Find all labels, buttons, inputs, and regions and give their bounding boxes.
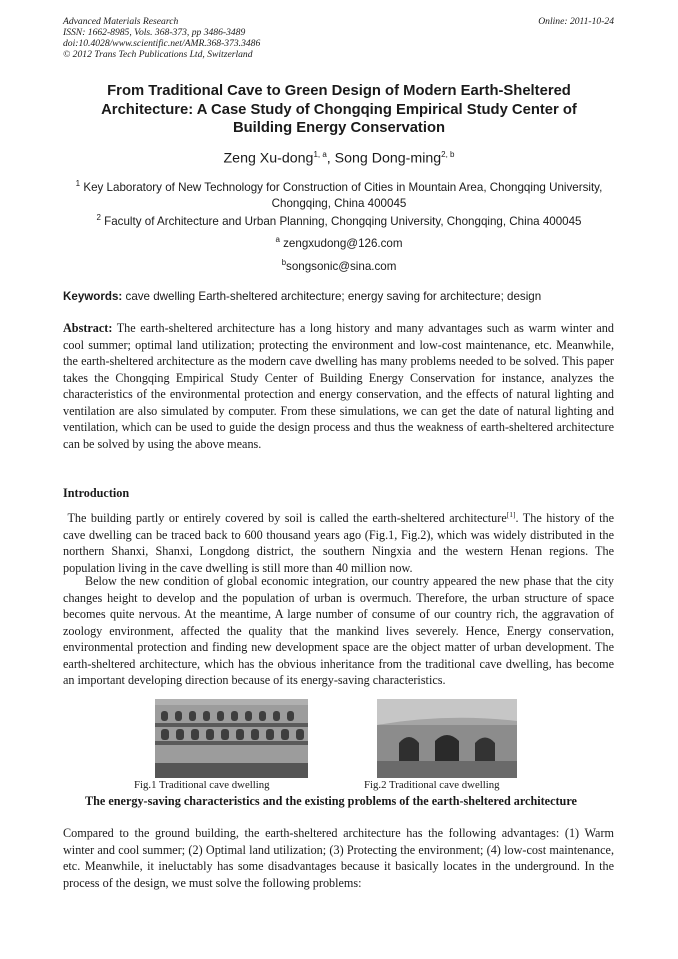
author-name: Song Dong-ming <box>334 150 442 167</box>
affiliation-1 <box>70 176 608 212</box>
affiliation-mark: 1 <box>75 179 81 188</box>
keywords-text: cave dwelling Earth-sheltered architecture; energy saving for architecture; design <box>125 290 542 303</box>
figure-2-caption: Fig.2 Traditional cave dwelling <box>364 779 500 791</box>
keywords <box>63 290 615 303</box>
figure-1-caption: Fig.1 Traditional cave dwelling <box>134 779 270 791</box>
affiliation-mark: 2 <box>96 213 101 222</box>
doi-line[interactable]: doi:10.4028/www.scientific.net/AMR.368-373.3486 <box>63 38 261 49</box>
author-superscript: 1, a <box>313 150 327 159</box>
intro-text: . The history of the cave dwelling can be traced back to 600 thousand years ago (Fig.1, Fig.2), which was widely distributed in the northern Shanxi, Shanxi, Longdong district, the southern Ningxia and the western Henan regions. The population living in the cave dwelling is still more than 40 million now. <box>63 511 615 575</box>
figure-1-image <box>155 699 308 778</box>
abstract <box>63 320 614 452</box>
section-heading-introduction: Introduction <box>63 486 130 500</box>
author-superscript: 2, b <box>441 150 455 159</box>
intro-text: The building partly or entirely covered by soil is called the earth-sheltered architecture <box>67 511 507 526</box>
email-b <box>63 255 615 275</box>
abstract-text: The earth-sheltered architecture has a long history and many advantages such as warm winter and cool summer; optimal land utilization; protecting the environment and low-cost maintenance, etc. Meanwhile, the earth-sheltered architecture as the modern cave dwelling has many problems needed to be solved. This paper takes the Chongqing Empirical Study Center of Building Energy Conservation for instance, analyzes the characteristics of the environmental protection and energy conservation, and the effects of natural lighting and ventilation are also simulated by computer. From these simulations, we can get the date of natural lighting and ventilation, which can be used to guide the design process and thus the weakness of earth-sheltered architecture can be solved by using the above means. <box>63 321 614 451</box>
email-mark: a <box>275 235 280 244</box>
journal-name: Advanced Materials Research <box>63 16 179 27</box>
section-heading-energy-saving: The energy-saving characteristics and the existing problems of the earth-sheltered architecture <box>85 794 577 808</box>
online-date: Online: 2011-10-24 <box>538 16 614 27</box>
section-2-paragraph: Compared to the ground building, the earth-sheltered architecture has the following advantages: (1) Warm winter and cool summer; (2) Optimal land utilization; (3) Protecting the environment; (4) low-cost maintenance, etc. Meanwhile, it ineluctably has some disadvantages because it basically locates in the underground. In the process of the design, we must solve the following problems: <box>63 826 614 890</box>
paper-title: From Traditional Cave to Green Design of Modern Earth-Sheltered Architecture: A Case Study of Chongqing Empirical Study Center of Building Energy Conservation <box>101 83 577 137</box>
abstract-label: Abstract: <box>63 321 113 335</box>
citation-ref[interactable]: [1] <box>506 510 516 519</box>
author-name: Zeng Xu-dong <box>223 150 314 167</box>
keywords-label: Keywords: <box>63 290 123 303</box>
issn-line: ISSN: 1662-8985, Vols. 368-373, pp 3486-3489 <box>63 27 246 38</box>
affiliation-text: Key Laboratory of New Technology for Construction of Cities in Mountain Area, Chongqing University, Chongqing, China 400045 <box>83 180 603 210</box>
affiliation-text: Faculty of Architecture and Urban Planning, Chongqing University, Chongqing, China 400045 <box>104 214 582 228</box>
email-a <box>63 232 615 252</box>
introduction-paragraph-1 <box>63 507 614 576</box>
email-mark: b <box>281 258 287 267</box>
copyright-line: © 2012 Trans Tech Publications Ltd, Switzerland <box>63 49 253 60</box>
email-link[interactable]: zengxudong@126.com <box>283 236 403 250</box>
figure-2-image <box>377 699 517 778</box>
affiliation-2 <box>63 210 615 230</box>
journal-meta <box>63 16 260 60</box>
author-separator: , <box>326 150 335 167</box>
email-link[interactable]: songsonic@sina.com <box>286 259 397 273</box>
introduction-paragraph-2: Below the new condition of global economic integration, our country appeared the new phase that the city changes height to develop and the population of urban is overmuch. Therefore, the urban structure of space becomes quite nervous. At the meantime, A large number of consume of our country rich, the aggravation of zoology environment, affected the quality that the mankind lives severely. Hence, Energy conservation, environmental protection and finding new development space are the object matter of urban development. The earth-sheltered architecture, which has the obvious inheritance from the traditional cave dwelling, has become an important developing direction because of its energy-saving characteristics. <box>63 574 614 687</box>
cave-dwelling-photo-2 <box>377 699 517 778</box>
cave-dwelling-photo-1 <box>155 699 308 778</box>
author-line <box>63 150 615 167</box>
